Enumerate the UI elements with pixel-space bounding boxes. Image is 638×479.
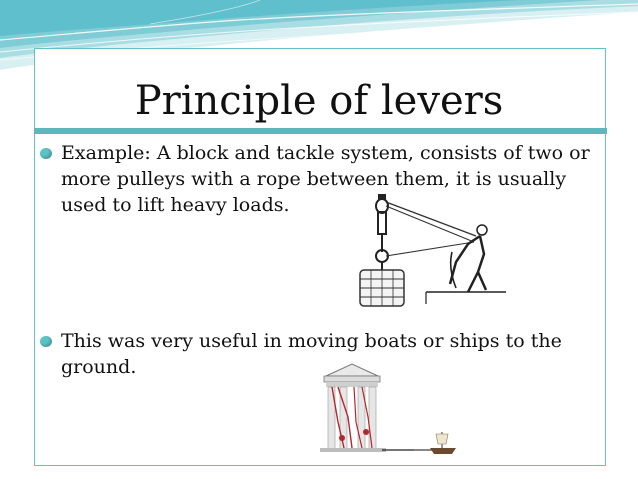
title-divider [34,128,607,134]
slide-title: Principle of levers [134,78,504,124]
bullet-text: Example: A block and tackle system, consists of two or more pulleys with a rope between them, it is usually used to lift heavy loads. [61,142,590,216]
bullet-icon [40,336,52,347]
bullet-item [40,140,600,218]
bullet-icon [40,148,52,159]
block-and-tackle-illustration [356,192,506,308]
temple-pulley-illustration [318,362,470,456]
bullet-text: This was very useful in moving boats or ships to the ground. [61,330,562,378]
